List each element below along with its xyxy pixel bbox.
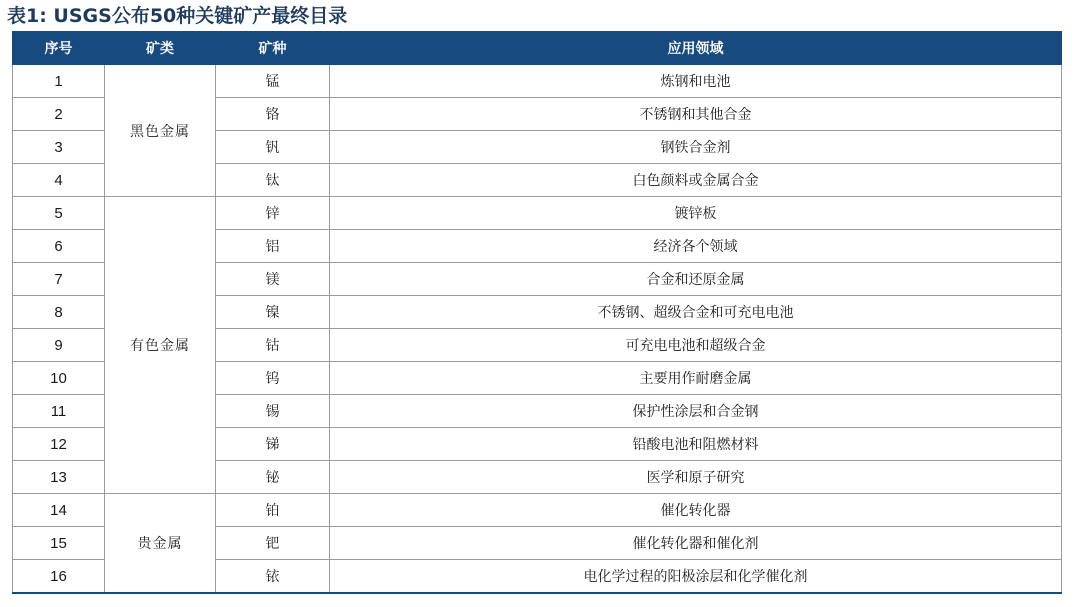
application-cell: 电化学过程的阳极涂层和化学催化剂: [330, 560, 1062, 594]
row-no: 12: [13, 428, 105, 461]
row-no: 8: [13, 296, 105, 329]
row-no: 2: [13, 98, 105, 131]
table-title: 表1: USGS公布50种关键矿产最终目录: [7, 5, 348, 27]
mineral-cell: 钴: [216, 329, 330, 362]
critical-minerals-table: [12, 31, 1062, 594]
table-row: [13, 494, 1062, 527]
application-cell: 经济各个领域: [330, 230, 1062, 263]
category-cell: 贵金属: [105, 494, 216, 594]
header-no: 序号: [13, 32, 105, 65]
row-no: 14: [13, 494, 105, 527]
application-cell: 不锈钢和其他合金: [330, 98, 1062, 131]
mineral-cell: 铋: [216, 461, 330, 494]
mineral-cell: 锌: [216, 197, 330, 230]
mineral-cell: 铱: [216, 560, 330, 594]
mineral-cell: 锑: [216, 428, 330, 461]
application-cell: 白色颜料或金属合金: [330, 164, 1062, 197]
mineral-cell: 铬: [216, 98, 330, 131]
mineral-cell: 锡: [216, 395, 330, 428]
row-no: 6: [13, 230, 105, 263]
mineral-cell: 铝: [216, 230, 330, 263]
table-row: [13, 197, 1062, 230]
header-row: [13, 32, 1062, 65]
row-no: 15: [13, 527, 105, 560]
row-no: 5: [13, 197, 105, 230]
mineral-cell: 镍: [216, 296, 330, 329]
row-no: 16: [13, 560, 105, 594]
mineral-cell: 钨: [216, 362, 330, 395]
row-no: 11: [13, 395, 105, 428]
header-application: 应用领域: [330, 32, 1062, 65]
header-mineral: 矿种: [216, 32, 330, 65]
row-no: 9: [13, 329, 105, 362]
application-cell: 保护性涂层和合金钢: [330, 395, 1062, 428]
application-cell: 催化转化器和催化剂: [330, 527, 1062, 560]
mineral-cell: 钒: [216, 131, 330, 164]
application-cell: 炼钢和电池: [330, 65, 1062, 98]
application-cell: 钢铁合金剂: [330, 131, 1062, 164]
row-no: 10: [13, 362, 105, 395]
category-cell: 有色金属: [105, 197, 216, 494]
row-no: 13: [13, 461, 105, 494]
application-cell: 催化转化器: [330, 494, 1062, 527]
application-cell: 可充电电池和超级合金: [330, 329, 1062, 362]
application-cell: 合金和还原金属: [330, 263, 1062, 296]
mineral-cell: 锰: [216, 65, 330, 98]
table-row: [13, 65, 1062, 98]
mineral-cell: 铂: [216, 494, 330, 527]
category-cell: 黑色金属: [105, 65, 216, 197]
application-cell: 镀锌板: [330, 197, 1062, 230]
application-cell: 铅酸电池和阻燃材料: [330, 428, 1062, 461]
mineral-cell: 钛: [216, 164, 330, 197]
application-cell: 医学和原子研究: [330, 461, 1062, 494]
application-cell: 不锈钢、超级合金和可充电电池: [330, 296, 1062, 329]
header-category: 矿类: [105, 32, 216, 65]
row-no: 3: [13, 131, 105, 164]
row-no: 4: [13, 164, 105, 197]
row-no: 7: [13, 263, 105, 296]
row-no: 1: [13, 65, 105, 98]
mineral-cell: 钯: [216, 527, 330, 560]
application-cell: 主要用作耐磨金属: [330, 362, 1062, 395]
mineral-cell: 镁: [216, 263, 330, 296]
